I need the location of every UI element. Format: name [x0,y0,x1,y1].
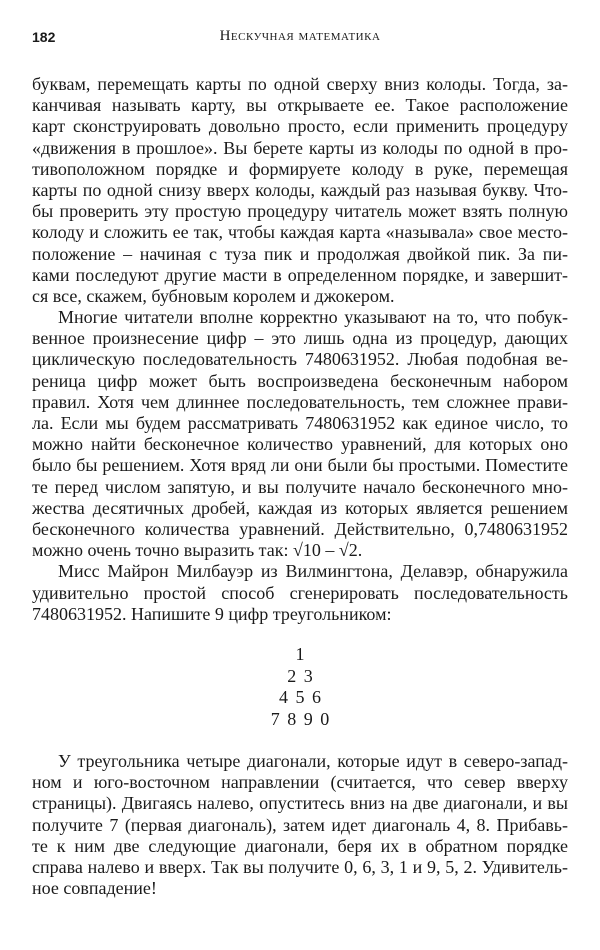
paragraph [32,751,568,899]
text-line [32,138,568,159]
text-line-content: те перед числом запятую, и вы получите начало бесконечного мно- [32,476,568,497]
text-line-content: циклическую последовательность 7480631952. Любая подобная ве- [32,349,568,370]
text-line-content: Многие читатели вполне корректно указывают на то, что побук- [58,307,568,328]
text-line-content: карт сконструировать довольно просто, если применить процедуру [32,116,568,137]
text-line [32,180,568,201]
text-line-content: буквам, перемещать карты по одной сверху вниз колоды. Тогда, за- [32,74,568,94]
text-line [32,307,568,328]
text-line [32,751,568,772]
text-line-content: получите 7 (первая диагональ), затем идет диагональ 4, 8. Прибавь- [32,814,568,835]
triangle-row: 2 3 [287,665,313,686]
text-line-content: реница цифр может быть воспроизведена бесконечным набором [32,370,568,391]
text-line [32,836,568,857]
text-line-content: канчивая называть карту, вы открываете ее. Такое расположение [32,95,568,116]
triangle-row: 1 [295,644,305,664]
text-line-content: ное совпадение! [32,878,157,899]
text-line [32,793,568,814]
text-line-content: можно найти бесконечное количество уравнений, для которых оно [32,434,568,455]
text-line-content: ками последуют другие масти в определенном порядке, и завершит- [32,264,568,285]
text-line [32,74,568,95]
text-line-content: правил. Хотя чем длиннее последовательность, тем сложнее прави- [32,391,568,412]
text-line [32,328,568,349]
body-text-top [32,74,568,625]
text-line-content: бы проверить эту простую процедуру читатель может взять полную [32,201,568,222]
text-line-content: У треугольника четыре диагонали, которые идут в северо-запад- [58,751,568,771]
triangle-row: 4 5 6 [279,687,321,708]
text-line [32,477,568,498]
text-line [32,392,568,413]
text-line-content: карты по одной снизу вверх колоды, каждый раз называя букву. Что- [32,179,568,200]
text-line [32,116,568,137]
text-line [32,878,568,899]
text-line [32,434,568,455]
text-line-content: 7480631952. Напишите 9 цифр треугольником: [32,603,392,624]
text-line-content: удивительно простой способ сгенерировать последовательность [32,582,568,603]
body-text-bottom [32,751,568,899]
paragraph [32,307,568,561]
text-line-content: бесконечного количества уравнений. Действительно, 0,7480631952 [32,518,568,539]
running-title: Нескучная математика [219,28,381,44]
page-number: 182 [32,29,56,45]
triangle-row: 7 8 9 0 [270,709,330,730]
text-line [32,349,568,370]
text-line [32,244,568,265]
text-line [32,815,568,836]
text-line-content: те к ним две следующие диагонали, беря их в обратном порядке [32,835,568,856]
text-line-content: можно очень точно выразить так: √10 – √2. [32,540,363,561]
text-line [32,455,568,476]
text-line-content: Мисс Майрон Милбауэр из Вилмингтона, Делавэр, обнаружила [58,561,568,582]
text-line-content: жества десятичных дробей, каждая из которых является решением [32,497,568,518]
text-line [32,583,568,604]
text-line [32,413,568,434]
text-line [32,498,568,519]
text-line [32,604,568,625]
paragraph [32,74,568,307]
text-line-content: ся все, скажем, бубновым королем и джокером. [32,285,395,306]
text-line-content: венное произнесение цифр – это лишь одна из процедур, дающих [32,328,568,349]
text-line [32,561,568,582]
text-line-content: тивоположном порядке и формируете колоду в руке, перемещая [32,158,568,179]
text-line-content: ла. Если мы будем рассматривать 7480631952 как единое число, то [32,413,568,433]
text-line [32,857,568,878]
text-line-content: ном и юго-восточном направлении (считается, что север вверху [32,772,568,793]
text-line [32,222,568,243]
text-line [32,772,568,793]
paragraph [32,561,568,625]
text-line [32,371,568,392]
digit-triangle [32,644,568,731]
text-line [32,201,568,222]
text-line [32,265,568,286]
text-line [32,519,568,540]
text-line-content: колоду и сложить ее так, чтобы каждая карта «называла» свое место- [32,222,568,243]
text-line-content: страницы). Двигаясь налево, опуститесь вниз на две диагонали, и вы [32,793,568,814]
text-line-content: положение – начиная с туза пик и продолжая двойкой пик. За пи- [32,243,568,264]
text-line [32,286,568,307]
text-line [32,95,568,116]
text-line [32,159,568,180]
text-line-content: было бы решением. Хотя вряд ли они были бы простыми. Поместите [32,455,568,476]
text-line-content: справа налево и вверх. Так вы получите 0, 6, 3, 1 и 9, 5, 2. Удивитель- [32,856,568,877]
text-line-content: «движения в прошлое». Вы берете карты из колоды по одной в про- [32,137,568,158]
text-line [32,540,568,561]
